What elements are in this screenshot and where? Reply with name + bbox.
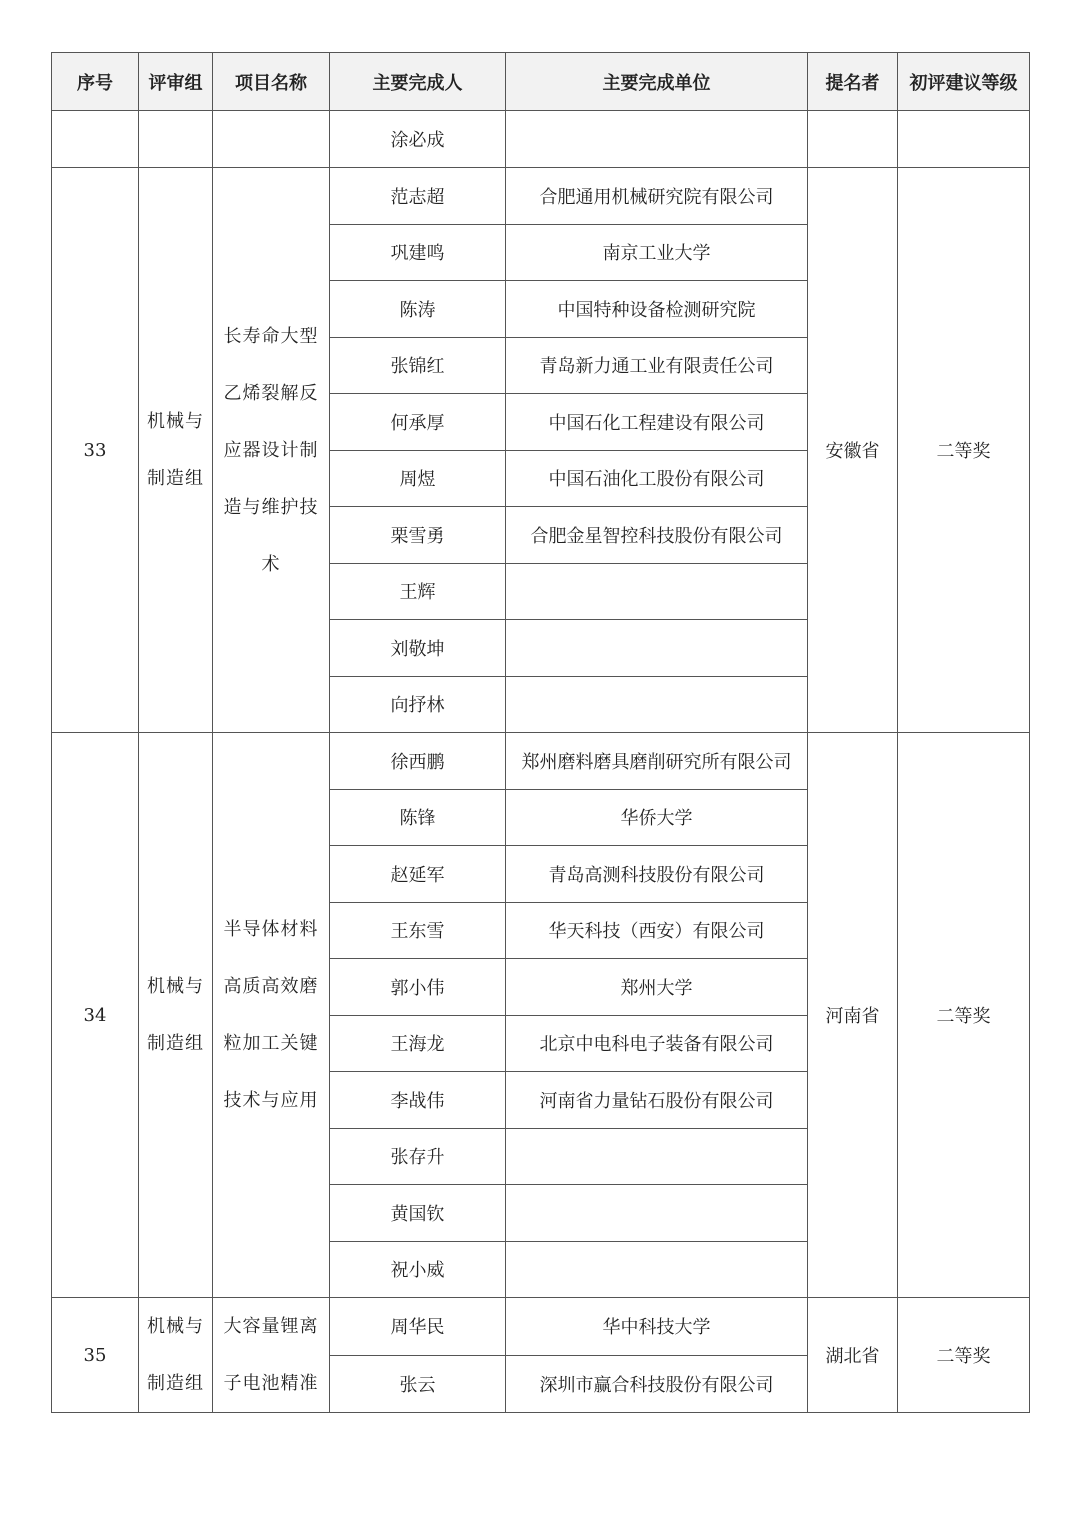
member-unit: 郑州磨料磨具磨削研究所有限公司 [506,733,808,790]
table-body [52,111,1030,1413]
project-level: 二等奖 [898,1298,1030,1413]
project-group [139,733,213,1298]
project-group-line: 机械与 [147,1316,204,1337]
member-person: 王海龙 [330,1015,506,1072]
member-unit: 华天科技（西安）有限公司 [506,902,808,959]
member-person: 栗雪勇 [330,507,506,564]
project-nominator: 河南省 [808,733,898,1298]
project-group-line: 制造组 [147,1373,204,1394]
header-main-unit: 主要完成单位 [506,53,808,111]
member-person: 陈涛 [330,281,506,338]
project-name-line: 长寿命大型 [223,325,319,347]
project-name-line: 技术与应用 [223,1090,319,1111]
member-unit: 中国石化工程建设有限公司 [506,394,808,451]
member-unit: 合肥金星智控科技股份有限公司 [506,507,808,564]
carryover-seq-cell [52,111,139,168]
header-nominator: 提名者 [808,53,898,111]
table-row [52,733,1030,790]
project-name-line: 乙烯裂解反 [223,382,319,404]
header-seq: 序号 [52,53,139,111]
member-unit: 北京中电科电子装备有限公司 [506,1015,808,1072]
member-person: 郭小伟 [330,959,506,1016]
carryover-project-cell [213,111,330,168]
project-name-line: 子电池精准 [223,1373,319,1394]
member-unit [506,676,808,733]
project-name-line: 应器设计制 [223,439,319,461]
member-unit: 华中科技大学 [506,1298,808,1356]
carryover-group-cell [139,111,213,168]
member-person: 张云 [330,1355,506,1413]
member-unit: 河南省力量钻石股份有限公司 [506,1072,808,1129]
project-level: 二等奖 [898,733,1030,1298]
header-group: 评审组 [139,53,213,111]
header-main-person: 主要完成人 [330,53,506,111]
member-person: 向抒林 [330,676,506,733]
member-unit: 中国石油化工股份有限公司 [506,450,808,507]
member-person: 赵延军 [330,846,506,903]
project-name-line: 术 [261,553,281,575]
member-person: 李战伟 [330,1072,506,1129]
member-unit: 中国特种设备检测研究院 [506,281,808,338]
carryover-level-cell [898,111,1030,168]
member-person: 王辉 [330,563,506,620]
project-name [213,1298,330,1413]
member-person: 陈锋 [330,789,506,846]
project-group-line: 机械与 [147,411,204,432]
member-person: 刘敬坤 [330,620,506,677]
member-person: 徐西鹏 [330,733,506,790]
awards-table [51,52,1030,1413]
member-person: 张锦红 [330,337,506,394]
member-unit: 南京工业大学 [506,224,808,281]
project-name-line: 造与维护技 [223,496,319,518]
project-name-line: 半导体材料 [223,919,319,940]
project-name [213,733,330,1298]
member-person: 周华民 [330,1298,506,1356]
project-group-line: 制造组 [147,468,204,489]
member-person: 王东雪 [330,902,506,959]
member-unit [506,563,808,620]
project-seq: 33 [52,168,139,733]
project-nominator: 安徽省 [808,168,898,733]
member-unit [506,1241,808,1298]
project-seq: 35 [52,1298,139,1413]
member-person: 何承厚 [330,394,506,451]
member-person: 范志超 [330,168,506,225]
header-level: 初评建议等级 [898,53,1030,111]
header-row [52,53,1030,111]
member-unit: 郑州大学 [506,959,808,1016]
member-unit: 深圳市赢合科技股份有限公司 [506,1355,808,1413]
member-person: 张存升 [330,1128,506,1185]
member-person: 祝小威 [330,1241,506,1298]
carryover-unit-cell [506,111,808,168]
carryover-nominator-cell [808,111,898,168]
project-level: 二等奖 [898,168,1030,733]
member-person: 黄国钦 [330,1185,506,1242]
member-unit: 青岛高测科技股份有限公司 [506,846,808,903]
member-unit [506,1128,808,1185]
project-name-line: 高质高效磨 [223,976,319,997]
project-group-line: 机械与 [147,976,204,997]
header-project-name: 项目名称 [213,53,330,111]
member-person: 周煜 [330,450,506,507]
project-name-line: 大容量锂离 [223,1316,319,1337]
table-row [52,111,1030,168]
project-group-line: 制造组 [147,1033,204,1054]
member-person: 巩建鸣 [330,224,506,281]
project-nominator: 湖北省 [808,1298,898,1413]
member-unit [506,620,808,677]
project-group [139,1298,213,1413]
table-row [52,1298,1030,1356]
member-unit: 合肥通用机械研究院有限公司 [506,168,808,225]
project-seq: 34 [52,733,139,1298]
member-unit: 青岛新力通工业有限责任公司 [506,337,808,394]
table-row [52,168,1030,225]
carryover-person: 涂必成 [330,111,506,168]
member-unit [506,1185,808,1242]
project-name [213,168,330,733]
project-name-line: 粒加工关键 [223,1033,319,1054]
member-unit: 华侨大学 [506,789,808,846]
project-group [139,168,213,733]
